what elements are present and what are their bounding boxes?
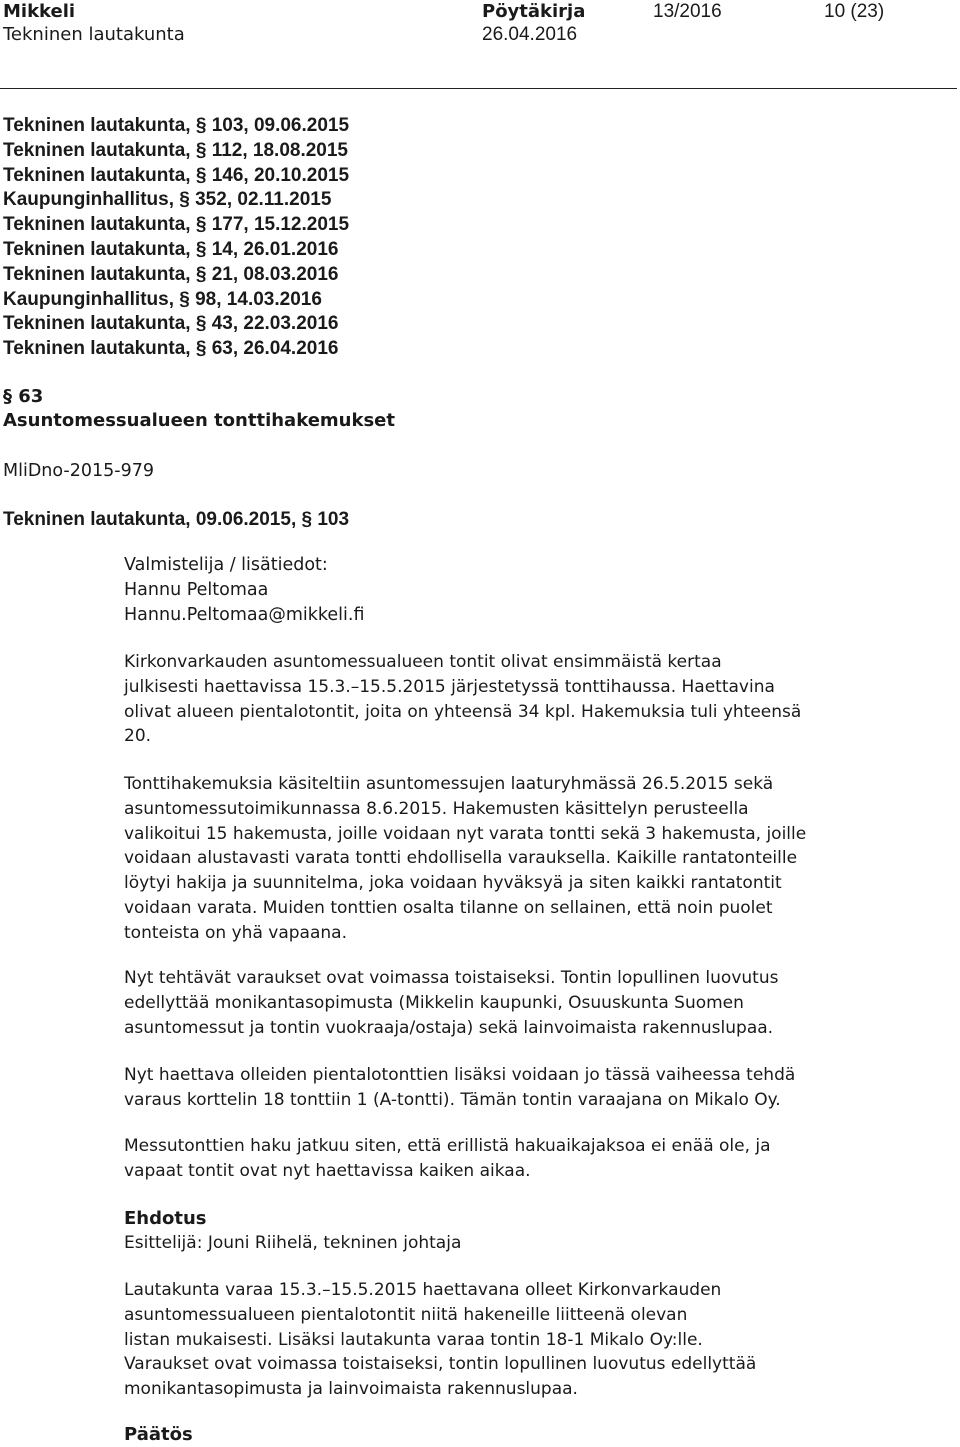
paragraph-application-round [124, 650, 924, 749]
text-line: asuntomessutoimikunnassa 8.6.2015. Hakemusten käsittelyn perusteella [124, 798, 749, 819]
proposal-text [124, 1278, 924, 1402]
text-line: Nyt tehtävät varaukset ovat voimassa toistaiseksi. Tontin lopullinen luovutus [124, 968, 779, 988]
text-line: Varaukset ovat voimassa toistaiseksi, tontin lopullinen luovutus edellyttää [124, 1354, 757, 1375]
header-date: 26.04.2016 [482, 24, 578, 45]
text-line: tonteista on yhä vapaana. [124, 922, 347, 943]
text-line: monikantasopimusta ja lainvoimaista rakennuslupaa. [124, 1379, 578, 1400]
text-line: vapaat tontit ovat nyt haettavissa kaiken aikaa. [124, 1160, 531, 1181]
paragraph-a-plot [124, 1063, 924, 1113]
text-line: Kirkonvarkauden asuntomessualueen tontit olivat ensimmäistä kertaa [124, 652, 722, 672]
history-item: Tekninen lautakunta, § 112, 18.08.2015 [3, 139, 348, 161]
text-line: valikoitui 15 hakemusta, joille voidaan nyt varata tontti sekä 3 hakemusta, joille [124, 823, 807, 844]
header-doc-type: Pöytäkirja [482, 1, 586, 22]
preparer-label: Valmistelija / lisätiedot: [124, 555, 328, 575]
text-line: asuntomessualueen pientalotontit niitä hakeneille liitteenä olevan [124, 1304, 688, 1325]
text-line: Lautakunta varaa 15.3.–15.5.2015 haettavana olleet Kirkonvarkauden [124, 1280, 722, 1300]
header-divider [0, 88, 957, 89]
text-line: edellyttää monikantasopimusta (Mikkelin kaupunki, Osuuskunta Suomen [124, 992, 744, 1013]
text-line: asuntomessut ja tontin vuokraaja/ostaja) sekä lainvoimaista rakennuslupaa. [124, 1017, 774, 1038]
paragraph-continuous-application [124, 1134, 924, 1184]
text-line: voidaan alustavasti varata tontti ehdollisella varauksella. Kaikille rantatonteille [124, 848, 798, 869]
proposal-heading: Ehdotus [124, 1208, 207, 1229]
paragraph-reservation-terms [124, 966, 924, 1040]
text-line: löytyi hakija ja suunnitelma, joka voidaan hyväksyä ja siten kaikki rantatontit [124, 873, 782, 894]
history-item: Tekninen lautakunta, § 21, 08.03.2016 [3, 263, 339, 285]
header-city: Mikkeli [3, 1, 76, 22]
header-meeting-number: 13/2016 [653, 1, 722, 22]
history-item: Tekninen lautakunta, § 63, 26.04.2016 [3, 338, 339, 360]
history-list [3, 114, 349, 362]
text-line: Messutonttien haku jatkuu siten, että erillistä hakuaikajaksoa ei enää ole, ja [124, 1136, 771, 1156]
header-organ: Tekninen lautakunta [3, 24, 185, 45]
history-item: Tekninen lautakunta, § 146, 20.10.2015 [3, 164, 350, 186]
paragraph-processing [124, 772, 924, 946]
item-title: Asuntomessualueen tonttihakemukset [3, 410, 395, 431]
history-item: Tekninen lautakunta, § 43, 22.03.2016 [3, 313, 339, 335]
text-line: listan mukaisesti. Lisäksi lautakunta varaa tontin 18-1 Mikalo Oy:lle. [124, 1329, 703, 1350]
text-line: voidaan varata. Muiden tonttien osalta tilanne on sellainen, että noin puolet [124, 897, 773, 918]
item-section-number: § 63 [3, 386, 44, 407]
history-item: Tekninen lautakunta, § 103, 09.06.2015 [3, 115, 350, 136]
preparer-email: Hannu.Peltomaa@mikkeli.fi [124, 605, 365, 625]
history-item: Tekninen lautakunta, § 177, 15.12.2015 [3, 214, 350, 236]
record-number: MliDno-2015-979 [3, 461, 154, 481]
text-line: 20. [124, 726, 152, 747]
text-line: Tonttihakemuksia käsiteltiin asuntomessujen laaturyhmässä 26.5.2015 sekä [124, 774, 774, 794]
proposal-presenter: Esittelijä: Jouni Riihelä, tekninen johtaja [124, 1233, 462, 1253]
history-item: Kaupunginhallitus, § 352, 02.11.2015 [3, 189, 332, 211]
preparer-name: Hannu Peltomaa [124, 580, 269, 600]
text-line: Nyt haettava olleiden pientalotonttien lisäksi voidaan jo tässä vaiheessa tehdä [124, 1065, 796, 1085]
page-header [0, 0, 960, 90]
text-line: varaus korttelin 18 tonttiin 1 (A-tontti). Tämän tontin varaajana on Mikalo Oy. [124, 1089, 781, 1110]
text-line: julkisesti haettavissa 15.3.–15.5.2015 järjestetyssä tonttihaussa. Haettavina [124, 676, 775, 697]
decision-heading: Päätös [124, 1424, 193, 1445]
text-line: olivat alueen pientalotontit, joita on yhteensä 34 kpl. Hakemuksia tuli yhteensä [124, 701, 802, 722]
header-page-number: 10 (23) [824, 1, 885, 22]
history-item: Tekninen lautakunta, § 14, 26.01.2016 [3, 238, 339, 260]
history-item: Kaupunginhallitus, § 98, 14.03.2016 [3, 288, 322, 310]
meeting-heading: Tekninen lautakunta, 09.06.2015, § 103 [3, 509, 350, 530]
